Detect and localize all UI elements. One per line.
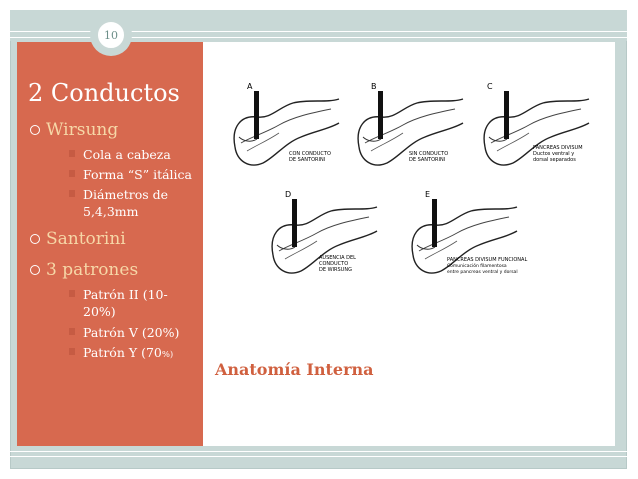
bullet-wirsung: [46, 120, 118, 140]
bullet-patrones: [46, 260, 138, 280]
svg-text:entre pancreas ventral y dorsa: entre pancreas ventral y dorsal: [447, 270, 518, 275]
bullet-label: Wirsung: [46, 120, 119, 140]
panel-b: [358, 82, 463, 165]
sub-bullet: Patrón Y (70%): [83, 344, 173, 364]
square-bullet-icon: [69, 150, 75, 157]
pancreas-duct-diagram: [215, 77, 613, 303]
square-bullet-icon: [69, 290, 75, 297]
slide-number: 10: [104, 28, 118, 42]
panel-label: C: [487, 82, 493, 91]
panel-a: [234, 82, 339, 165]
sidebar-title: 2 Conductos: [28, 79, 180, 107]
bottom-rule: [10, 451, 627, 452]
bullet-ring-icon: [30, 234, 40, 244]
panel-label: D: [285, 190, 292, 199]
bullet-ring-icon: [30, 125, 40, 135]
square-bullet-icon: [69, 170, 75, 177]
svg-text:PANCREAS DIVISUM FUNCIONAL: PANCREAS DIVISUM FUNCIONAL: [447, 257, 528, 263]
panel-label: E: [425, 190, 431, 199]
panel-e: [412, 190, 527, 275]
panel-label: A: [247, 82, 253, 91]
svg-text:Ductos ventral y: Ductos ventral y: [533, 151, 575, 157]
panel-label: B: [371, 82, 377, 91]
svg-text:dorsal separados: dorsal separados: [533, 157, 576, 163]
svg-text:PANCREAS DIVISUM: PANCREAS DIVISUM: [533, 145, 583, 151]
sub-bullet: Cola a cabeza: [83, 146, 171, 163]
svg-text:DE SANTORINI: DE SANTORINI: [289, 157, 326, 163]
svg-text:CON CONDUCTO: CON CONDUCTO: [289, 151, 331, 157]
panel-c: [484, 82, 589, 165]
sub-bullet: Patrón V (20%): [83, 324, 179, 341]
square-bullet-icon: [69, 328, 75, 335]
bottom-rule-2: [10, 456, 627, 457]
svg-text:CONDUCTO: CONDUCTO: [319, 261, 349, 267]
svg-text:DE SANTORINI: DE SANTORINI: [409, 157, 446, 163]
pancreas-duct-figure: [215, 77, 613, 303]
bullet-ring-icon: [30, 265, 40, 275]
sub-bullet: Patrón II (10- 20%): [83, 286, 168, 320]
slide-number-badge: [96, 20, 126, 50]
bullet-label: Santorini: [46, 229, 126, 249]
sub-bullet: Diámetros de 5,4,3mm: [83, 186, 168, 220]
panel-d: [272, 190, 377, 273]
sub-bullet: Forma “S” itálica: [83, 166, 192, 183]
svg-text:SIN CONDUCTO: SIN CONDUCTO: [409, 151, 449, 157]
slide-caption: Anatomía Interna: [215, 360, 374, 379]
square-bullet-icon: [69, 348, 75, 355]
svg-text:AUSENCIA DEL: AUSENCIA DEL: [319, 255, 356, 261]
svg-text:Comunicación filamentosa: Comunicación filamentosa: [447, 264, 507, 269]
bullet-label: 3 patrones: [46, 260, 139, 280]
square-bullet-icon: [69, 190, 75, 197]
bullet-santorini: [46, 229, 126, 249]
svg-text:DE WIRSUNG: DE WIRSUNG: [319, 267, 352, 273]
